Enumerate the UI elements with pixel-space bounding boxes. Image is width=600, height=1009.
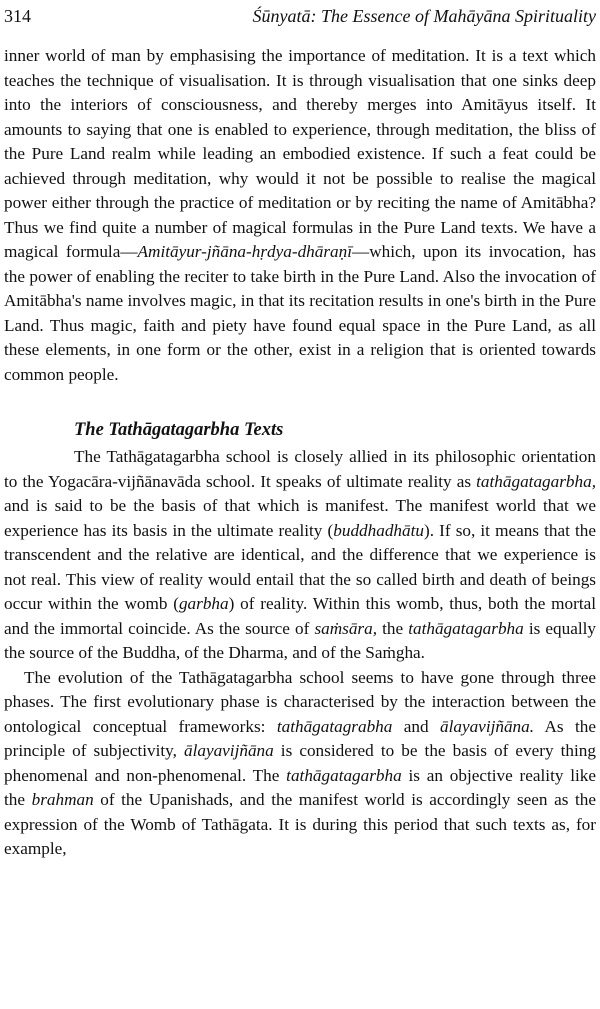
paragraph-text: is considered to be the basis of every thing phenomenal and non-phenomenal. The [4, 741, 596, 785]
italic-term: tathāgatagarbha [286, 765, 402, 785]
paragraph-text: The evolution of the Tathāgatagarbha school seems to have gone through three phases. The first evolutionary phase is characterised by the interaction between the ontological conceptual frameworks: [4, 667, 596, 736]
paragraph-text: of the Upanishads, and the manifest world is accordingly seen as the expression of the Womb of Tathāgata. It is during this period that such texts as, for example, [4, 790, 597, 858]
italic-term: tathāgatagarbha [408, 618, 524, 638]
paragraph-text: ) of reality. Within this womb, thus, both the mortal and the immortal coincide. As the source of [4, 594, 596, 638]
paragraph-evolution [4, 666, 596, 862]
italic-term: tathāgatagrabha [276, 716, 393, 736]
italic-term: tathāgatagarbha, [476, 471, 596, 491]
paragraph-pure-land [4, 44, 596, 387]
italic-term: Amitāyur-jñāna-hṛdya-dhāraṇī [137, 242, 353, 261]
paragraph-text: and is said to be the basis of that which is manifest. The manifest world that we experience has its basis in the ultimate reality ( [4, 496, 596, 540]
paragraph-text: As the principle of subjectivity, [4, 716, 596, 760]
paragraph-tathagatagarbha-school [4, 445, 596, 666]
paragraph-text: the [377, 618, 409, 638]
paragraph-text: The Tathāgatagarbha school is closely allied in its philosophic orientation to the Yogacāra-vijñānavāda school. It speaks of ultimate reality as [4, 447, 596, 491]
paragraph-text: is equally the source of the Buddha, of the Dharma, and of the Saṁgha. [4, 618, 596, 662]
paragraph-text: and [392, 716, 440, 736]
italic-term: ālayavijñāna [183, 741, 274, 760]
page-header [4, 6, 596, 36]
italic-term: buddhadhātu [333, 520, 424, 540]
paragraph-text: —which, upon its invocation, has the power of enabling the reciter to take birth in the Pure Land. Also the invocation of Amitābha's name involves magic, in that its recitation results in one's birth in the Pure Land. Thus magic, faith and piety have found equal space in the Pure Land, as all these elements, in one form or the other, exist in a religion that is oriented towards common people. [4, 242, 596, 384]
italic-term: saṁsāra, [314, 618, 377, 638]
italic-term: garbha [178, 594, 229, 613]
page-number: 314 [4, 6, 31, 26]
italic-term: brahman [31, 790, 94, 809]
paragraph-text: is an objective reality like the [4, 765, 596, 809]
running-title: Śūnyatā: The Essence of Mahāyāna Spirituality [252, 6, 596, 26]
section-heading: The Tathāgatagarbha Texts [74, 420, 284, 440]
paragraph-text: inner world of man by emphasising the importance of meditation. It is a text which teaches the technique of visualisation. It is through visualisation that one sinks deep into the interiors of consciousness, and thereby merges into Amitāyus itself. It amounts to saying that one is enabled to experience, through meditation, the bliss of the Pure Land realm while leading an embodied existence. If such a feat could be achieved through meditation, why would it not be possible to realise the magical power either through the practice of meditation or by reciting the name of Amitābha? Thus we find quite a number of magical formulas in the Pure Land texts. We have a magical formula— [4, 46, 596, 261]
paragraph-text: ). If so, it means that the transcendent and the relative are identical, and the difference that we experience is not real. This view of reality would entail that the so called birth and death of beings occur within the womb ( [4, 520, 597, 613]
italic-term: ālayavijñāna. [440, 716, 535, 736]
